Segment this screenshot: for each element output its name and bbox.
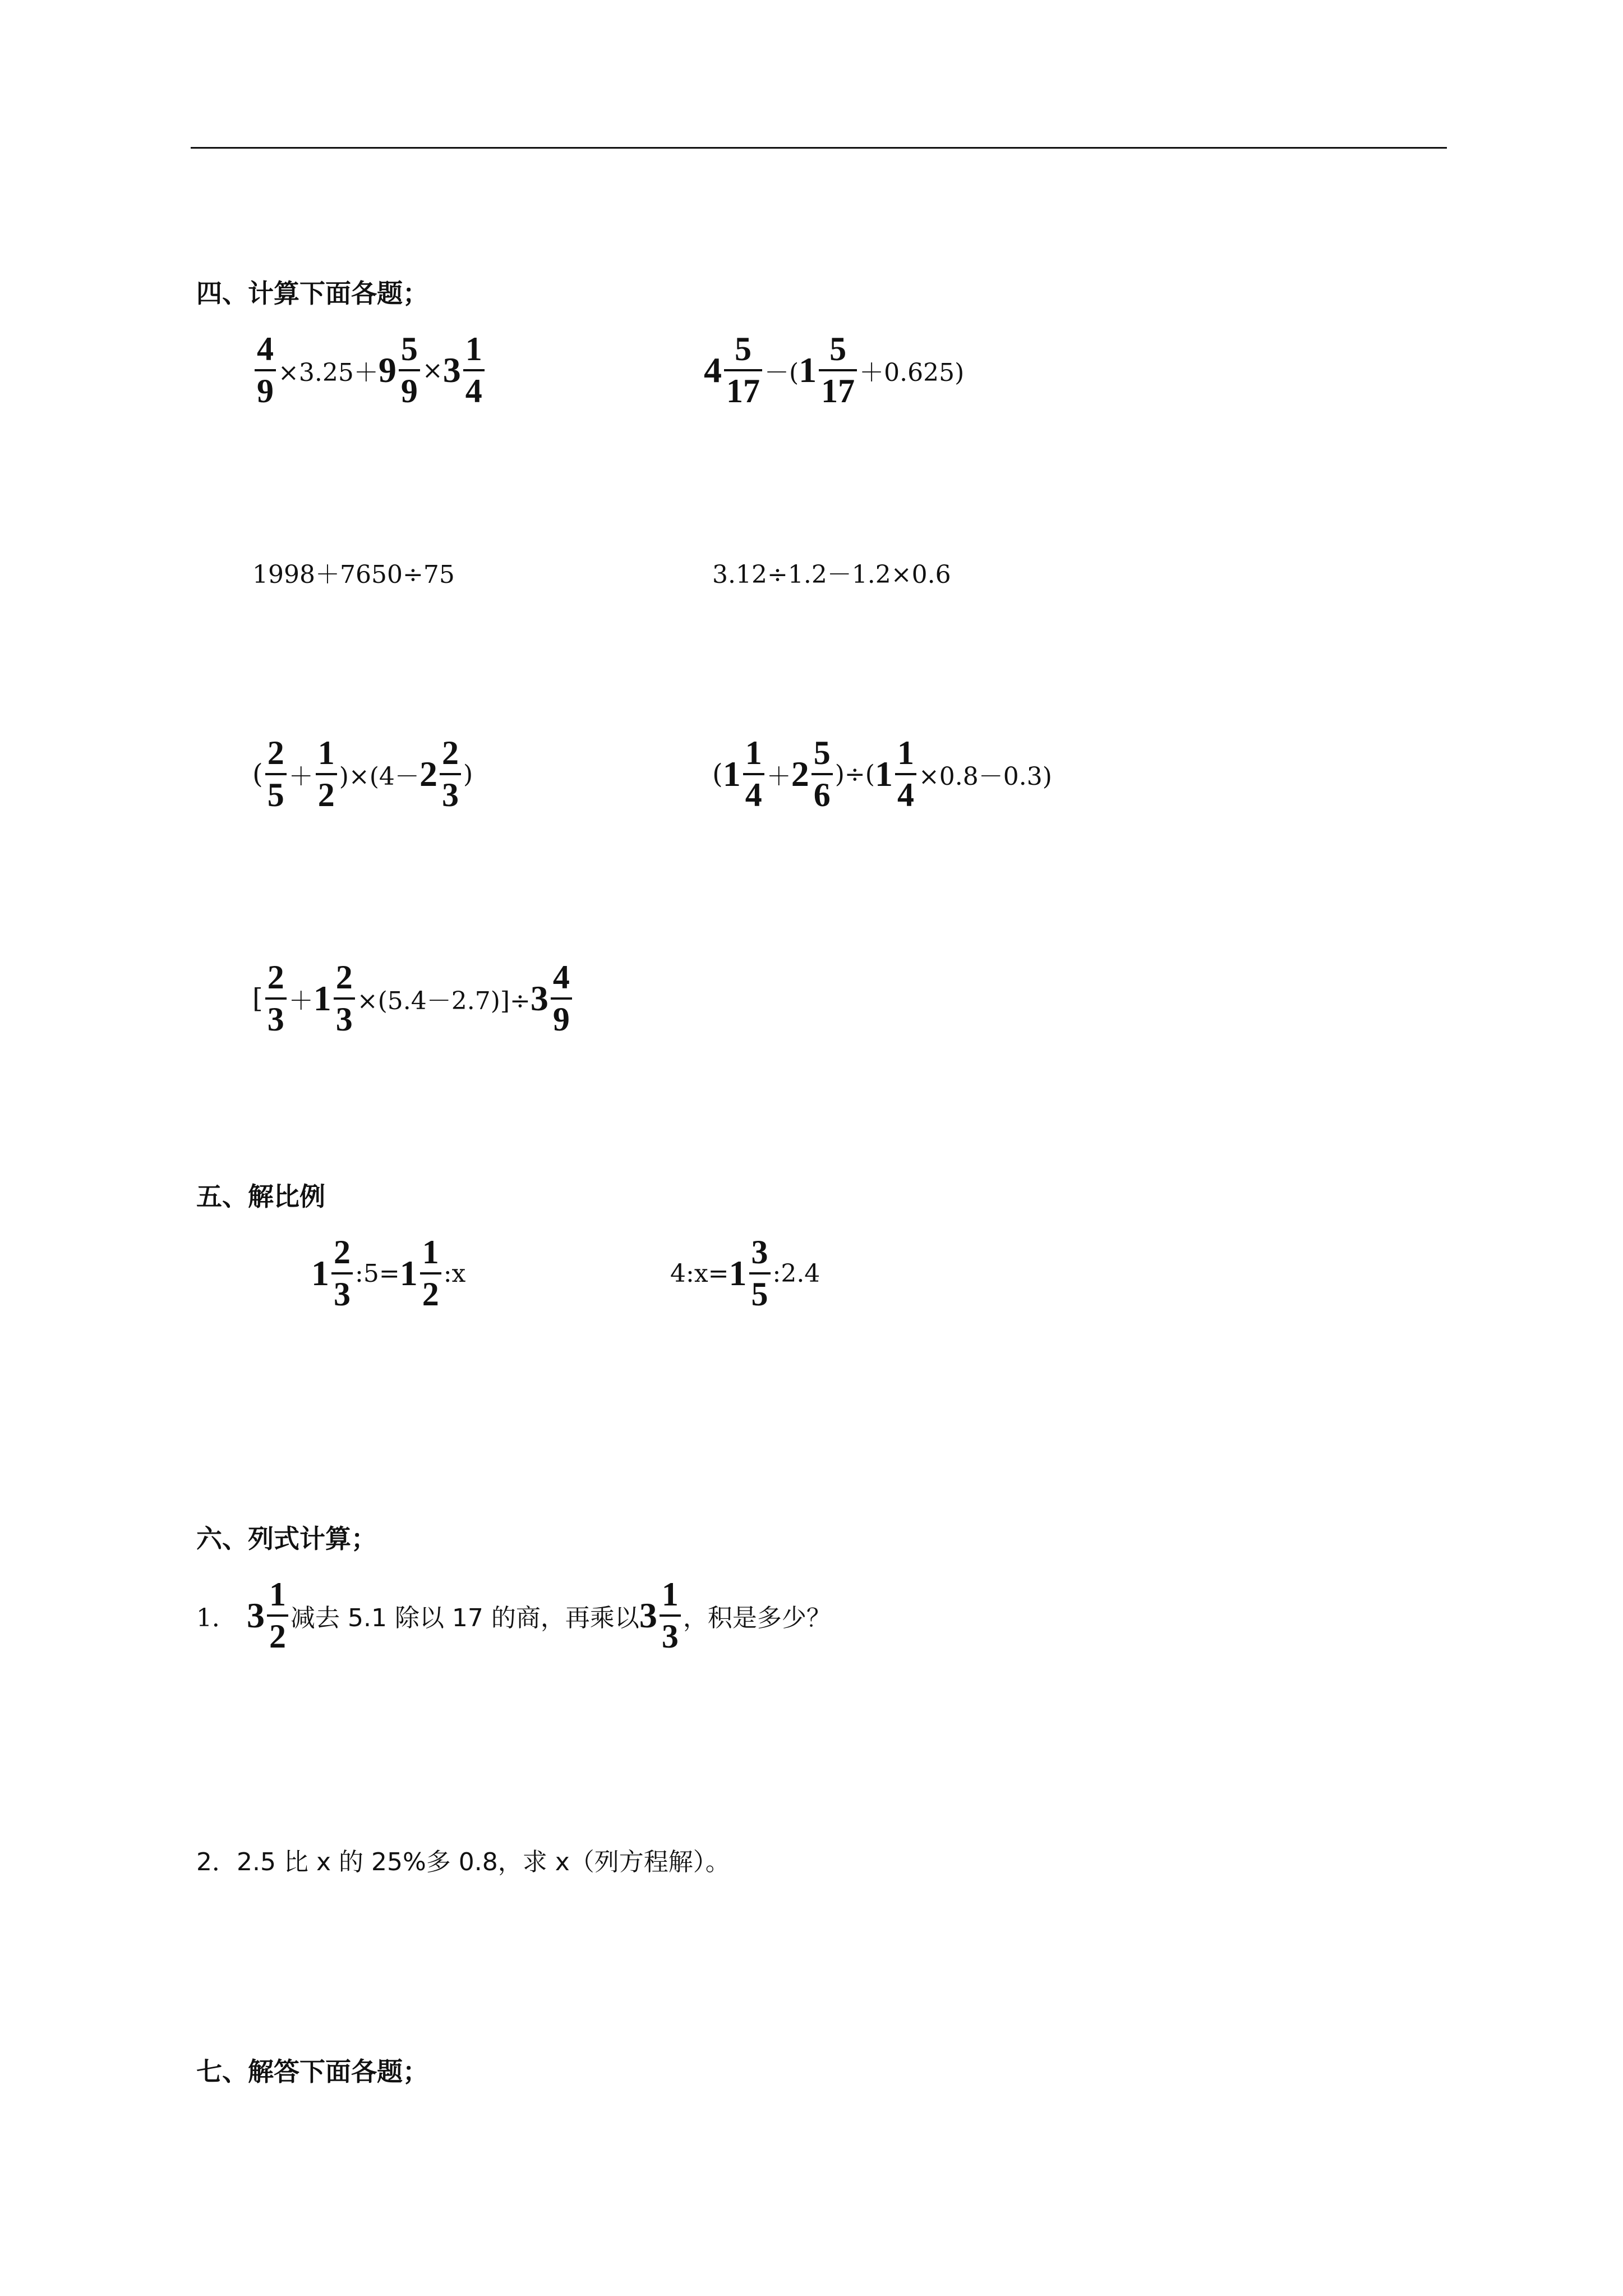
header-rule <box>191 147 1447 149</box>
problem-2b: 3.12÷1.2－1.2×0.6 <box>712 560 951 589</box>
mixed-number: 1 $\frac{2}{3}$ <box>311 1235 355 1312</box>
fraction: $\frac{4}{9}$ <box>255 332 276 409</box>
mixed-number: 1 $\frac{2}{3}$ <box>313 960 357 1037</box>
problem-3b: ( 1 $\frac{1}{4}$ ＋ 2 $\frac{5}{6}$ )÷( 1 $\frac{1}{4}$ ×0.8－0.3) <box>712 734 1052 813</box>
mixed-number: 1 $\frac{1}{4}$ <box>875 735 919 813</box>
problem-4: [ $\frac{2}{3}$ ＋ 1 $\frac{2}{3}$ ×(5.4－2.7)]÷ 3 $\frac{4}{9}$ <box>252 954 574 1043</box>
mixed-number: 3 $\frac{1}{3}$ <box>639 1577 683 1654</box>
mixed-number: 2 $\frac{5}{6}$ <box>791 735 835 813</box>
problem-1b: 4 $\frac{5}{17}$ －( 1 $\frac{5}{17}$ ＋0.625) <box>704 330 965 409</box>
mixed-number: 3 $\frac{4}{9}$ <box>531 960 574 1037</box>
mixed-number: 3 $\frac{1}{2}$ <box>247 1577 291 1654</box>
section-5-title: 五、解比例 <box>196 1181 325 1212</box>
problem-3a: ( $\frac{2}{5}$ ＋ $\frac{1}{2}$ )×(4－ 2 $\frac{2}{3}$ ) <box>252 734 473 813</box>
mixed-number: 9 $\frac{5}{9}$ <box>379 332 422 409</box>
word-problem-1: 1． 3 $\frac{1}{2}$ 减去 5.1 除以 17 的商，再乘以 3 $\frac{1}{3}$ ，积是多少？ <box>196 1576 831 1655</box>
problem-2a: 1998＋7650÷75 <box>252 560 455 589</box>
mixed-number: 3 $\frac{1}{4}$ <box>443 332 487 409</box>
problem-1a: $\frac{4}{9}$ ×3.25＋ 9 $\frac{5}{9}$ × 3 $\frac{1}{4}$ <box>252 325 487 415</box>
section-4-title: 四、计算下面各题； <box>196 278 428 309</box>
proportion-b: 4:x= 1 $\frac{3}{5}$ :2.4 <box>670 1234 820 1313</box>
mixed-number: 1 $\frac{1}{4}$ <box>723 735 767 813</box>
mixed-number: 1 $\frac{3}{5}$ <box>729 1235 773 1312</box>
fraction: $\frac{2}{5}$ <box>265 735 287 813</box>
mixed-number: 2 $\frac{2}{3}$ <box>419 735 463 813</box>
proportion-a: 1 $\frac{2}{3}$ :5= 1 $\frac{1}{2}$ :x <box>311 1234 466 1313</box>
word-problem-2: 2．2.5 比 x 的 25%多 0.8，求 x（列方程解）。 <box>196 1848 730 1876</box>
mixed-number: 1 $\frac{1}{2}$ <box>400 1235 444 1312</box>
fraction: $\frac{1}{2}$ <box>316 735 337 813</box>
section-7-title: 七、解答下面各题； <box>196 2056 428 2087</box>
section-6-title: 六、列式计算； <box>196 1524 377 1554</box>
mixed-number: 4 $\frac{5}{17}$ <box>704 332 764 409</box>
mixed-number: 1 $\frac{5}{17}$ <box>799 332 859 409</box>
fraction: $\frac{2}{3}$ <box>265 960 287 1037</box>
